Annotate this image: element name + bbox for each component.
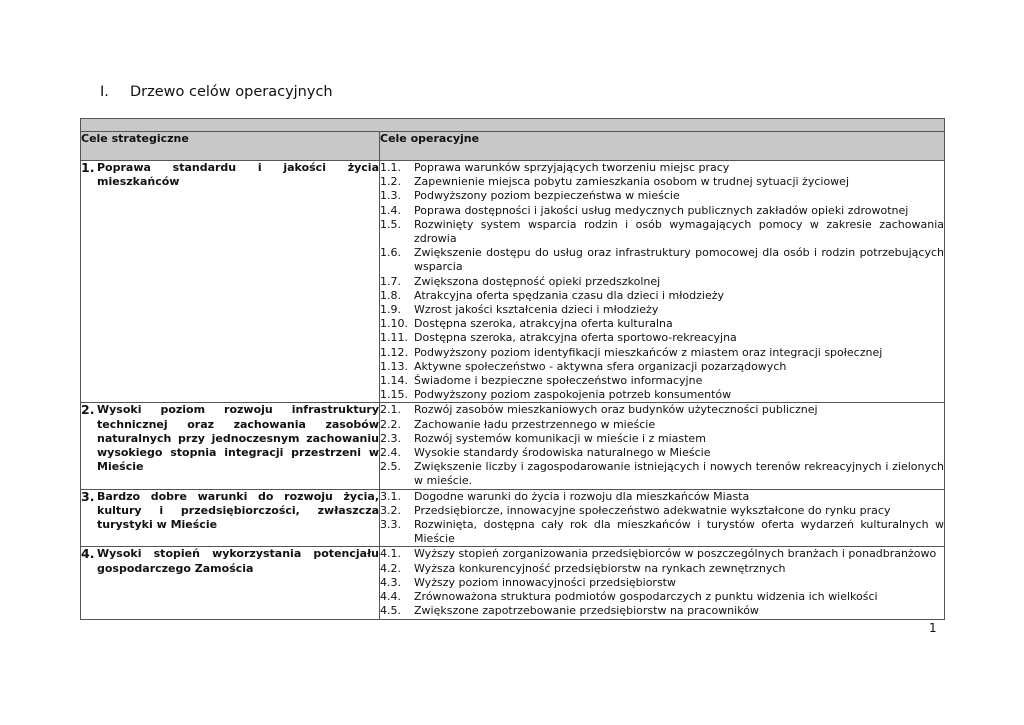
operational-goal-text: Zwiększone zapotrzebowanie przedsiębiorstw na pracowników [414, 604, 759, 618]
operational-goal-text: Poprawa dostępności i jakości usług medycznych publicznych zakładów opieki zdrowotnej [414, 203, 909, 217]
operational-goal-text: Zachowanie ładu przestrzennego w mieście [414, 417, 656, 431]
list-item [380, 460, 944, 488]
operational-goal-text: Wyższa konkurencyjność przedsiębiorstw na rynkach zewnętrznych [414, 561, 786, 575]
operational-goal-number: 1.12. [380, 345, 408, 359]
header-strategic-goals: Cele strategiczne [81, 132, 380, 161]
operational-goal-number: 2.2. [380, 417, 401, 431]
operational-goal-text: Przedsiębiorcze, innowacyjne społeczeństwo adekwatnie wykształcone do rynku pracy [414, 503, 891, 517]
list-item [380, 562, 944, 576]
list-item [380, 161, 944, 175]
operational-goal-number: 2.4. [380, 446, 401, 460]
operational-goal-number: 4.2. [380, 561, 401, 575]
list-item [380, 403, 944, 417]
list-item [380, 490, 944, 504]
operational-goal-text: Wyższy stopień zorganizowania przedsiębiorców w poszczególnych branżach i ponadbranżowo [414, 547, 937, 561]
operational-goal-number: 1.7. [380, 274, 401, 288]
operational-goal-number: 1.10. [380, 317, 408, 331]
operational-goals-cell [380, 489, 945, 547]
list-item [380, 218, 944, 246]
list-item [380, 432, 944, 446]
list-item [380, 175, 944, 189]
list-item [380, 518, 944, 546]
operational-goal-number: 1.15. [380, 388, 408, 402]
operational-goal-number: 1.2. [380, 175, 401, 189]
operational-goal-number: 3.2. [380, 503, 401, 517]
list-item [380, 246, 944, 274]
operational-goal-number: 1.3. [380, 189, 401, 203]
operational-goal-number: 2.1. [380, 403, 401, 417]
section-number: I. [100, 84, 109, 100]
table-row [81, 161, 945, 403]
operational-goals-cell [380, 403, 945, 489]
operational-goal-number: 1.8. [380, 288, 401, 302]
section-title: Drzewo celów operacyjnych [130, 84, 333, 100]
table-row [81, 489, 945, 547]
list-item [380, 189, 944, 203]
operational-goal-number: 1.5. [380, 217, 401, 231]
header-operational-goals: Cele operacyjne [380, 132, 945, 161]
operational-goal-text: Wzrost jakości kształcenia dzieci i młodzieży [414, 303, 659, 317]
operational-goal-text: Rozwinięty system wsparcia rodzin i osób wymagających pomocy w zakresie zachowania zdrowia [414, 217, 944, 246]
operational-goals-cell [380, 161, 945, 403]
list-item [380, 547, 944, 561]
operational-goal-text: Podwyższony poziom zaspokojenia potrzeb konsumentów [414, 388, 732, 402]
strategic-goal-text: Poprawa standardu i jakości życia mieszkańców [97, 161, 379, 189]
list-item [380, 576, 944, 590]
list-item [380, 418, 944, 432]
operational-goal-text: Zwiększona dostępność opieki przedszkolnej [414, 274, 661, 288]
list-item [380, 204, 944, 218]
operational-goal-number: 1.4. [380, 203, 401, 217]
operational-goals-cell [380, 547, 945, 619]
operational-goal-text: Podwyższony poziom bezpieczeństwa w mieście [414, 189, 680, 203]
operational-goal-text: Świadome i bezpieczne społeczeństwo informacyjne [414, 374, 703, 388]
operational-goal-text: Wysokie standardy środowiska naturalnego w Mieście [414, 446, 711, 460]
list-item [380, 604, 944, 618]
operational-goal-number: 3.1. [380, 489, 401, 503]
operational-goal-text: Rozwinięta, dostępna cały rok dla mieszkańców i turystów oferta wydarzeń kulturalnych w Mieście [414, 518, 944, 546]
operational-goal-number: 4.5. [380, 604, 401, 618]
list-item [380, 590, 944, 604]
strategic-goal-number: 1. [81, 160, 95, 175]
operational-goal-number: 1.6. [380, 246, 401, 260]
strategic-goal-number: 3. [81, 488, 95, 504]
operational-goal-number: 4.4. [380, 590, 401, 604]
strategic-goal-number: 2. [81, 402, 95, 418]
table-row [81, 547, 945, 619]
table-row [81, 403, 945, 489]
section-heading [100, 84, 333, 100]
strategic-goal-text: Bardzo dobre warunki do rozwoju życia, kultury i przedsiębiorczości, zwłaszcza turystyki w Mieście [97, 489, 379, 532]
strategic-goal-cell [81, 403, 380, 489]
operational-goal-number: 3.3. [380, 518, 401, 532]
operational-goal-number: 1.11. [380, 331, 408, 345]
operational-goal-text: Atrakcyjna oferta spędzania czasu dla dzieci i młodzieży [414, 288, 724, 302]
operational-goal-text: Zwiększenie dostępu do usług oraz infrastruktury pomocowej dla osób i rodzin potrzebujących wsparcia [414, 246, 944, 274]
strategic-goal-text: Wysoki poziom rozwoju infrastruktury technicznej oraz zachowania zasobów naturalnych przy jednoczesnym zachowaniu wysokiego stopnia integracji przestrzeni w Mieście [97, 403, 379, 474]
table-header-row [81, 132, 945, 161]
strategic-goal-cell [81, 547, 380, 619]
list-item [380, 303, 944, 317]
operational-goal-text: Aktywne społeczeństwo - aktywna sfera organizacji pozarządowych [414, 359, 787, 373]
operational-goal-number: 4.3. [380, 575, 401, 589]
operational-goal-number: 1.1. [380, 161, 401, 174]
list-item [380, 317, 944, 331]
strategic-goal-number: 4. [81, 546, 95, 562]
operational-goal-text: Zrównoważona struktura podmiotów gospodarczych z punktu widzenia ich wielkości [414, 590, 878, 604]
operational-goal-text: Zapewnienie miejsca pobytu zamieszkania osobom w trudnej sytuacji życiowej [414, 175, 849, 189]
page-number: 1 [929, 621, 937, 635]
operational-goal-text: Rozwój systemów komunikacji w mieście i z miastem [414, 431, 706, 445]
operational-goal-text: Dostępna szeroka, atrakcyjna oferta kulturalna [414, 317, 673, 331]
strategic-goal-text: Wysoki stopień wykorzystania potencjału gospodarczego Zamościa [97, 547, 379, 575]
strategic-goal-cell [81, 489, 380, 547]
strategic-goal-cell [81, 161, 380, 403]
list-item [380, 446, 944, 460]
table-top-bar [81, 119, 945, 132]
operational-goal-text: Rozwój zasobów mieszkaniowych oraz budynków użyteczności publicznej [414, 403, 818, 417]
operational-goal-number: 1.9. [380, 303, 401, 317]
operational-goal-text: Dogodne warunki do życia i rozwoju dla mieszkańców Miasta [414, 489, 750, 503]
list-item [380, 504, 944, 518]
operational-goal-text: Dostępna szeroka, atrakcyjna oferta sportowo-rekreacyjna [414, 331, 737, 345]
operational-goal-number: 1.14. [380, 374, 408, 388]
list-item [380, 331, 944, 345]
operational-goal-number: 1.13. [380, 359, 408, 373]
operational-goal-text: Zwiększenie liczby i zagospodarowanie istniejących i nowych terenów rekreacyjnych i zielonych w mieście. [414, 460, 944, 488]
list-item [380, 374, 944, 388]
goals-tree-table [80, 118, 945, 620]
operational-goal-number: 2.5. [380, 460, 401, 474]
operational-goal-text: Podwyższony poziom identyfikacji mieszkańców z miastem oraz integracji społecznej [414, 345, 883, 359]
operational-goal-text: Wyższy poziom innowacyjności przedsiębiorstw [414, 575, 676, 589]
list-item [380, 346, 944, 360]
operational-goal-text: Poprawa warunków sprzyjających tworzeniu miejsc pracy [414, 161, 730, 174]
list-item [380, 388, 944, 402]
operational-goal-number: 4.1. [380, 547, 401, 561]
operational-goal-number: 2.3. [380, 431, 401, 445]
list-item [380, 360, 944, 374]
list-item [380, 275, 944, 289]
list-item [380, 289, 944, 303]
